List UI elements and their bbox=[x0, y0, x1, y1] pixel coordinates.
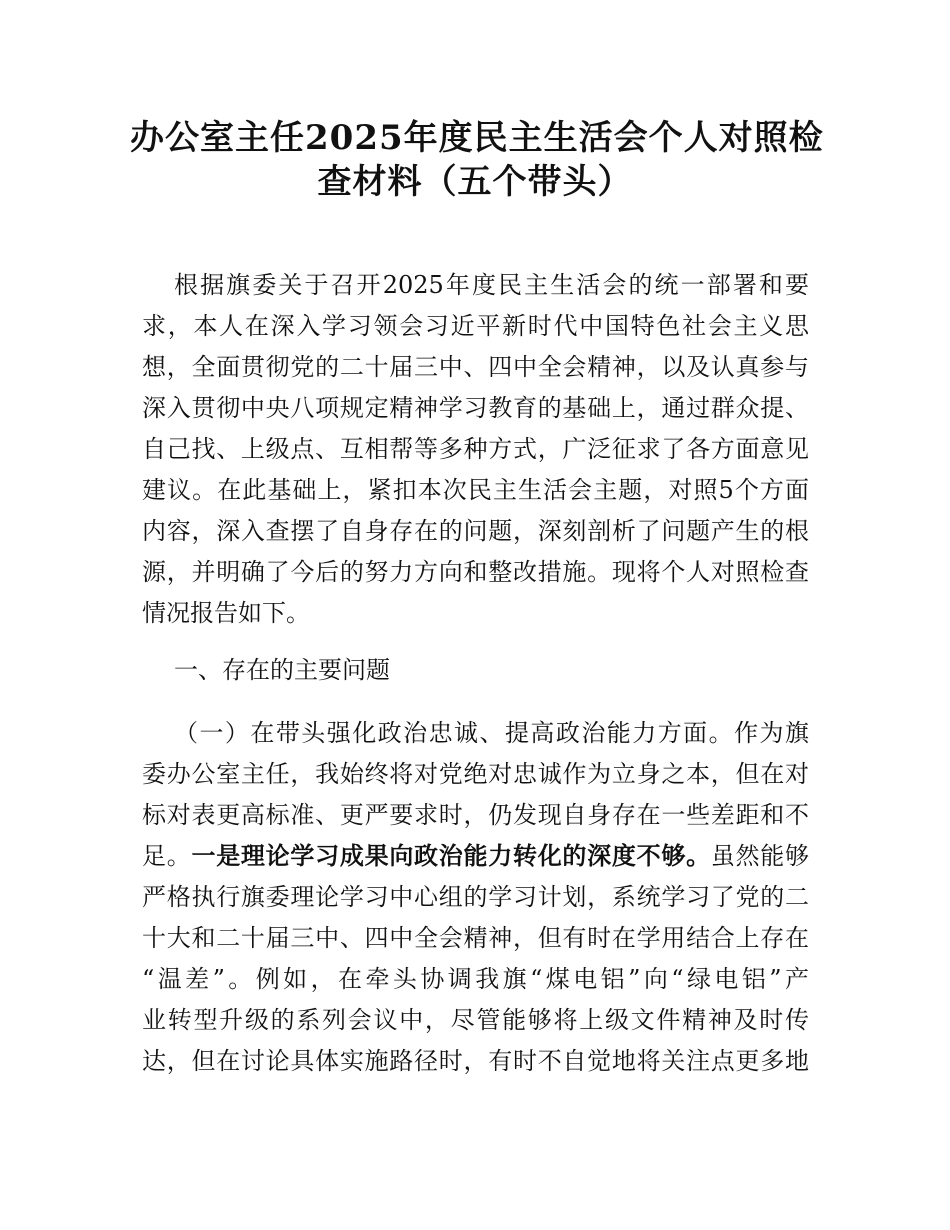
section-heading: 一、存在的主要问题 bbox=[174, 656, 390, 684]
subsection-line: 十大和二十届三中、四中全会精神，但有时在学用结合上存在 bbox=[142, 924, 809, 952]
line-suffix: 虽然能够 bbox=[710, 842, 809, 870]
intro-line: 自己找、上级点、互相帮等多种方式，广泛征求了各方面意见 bbox=[142, 435, 809, 463]
subsection-line-with-bold bbox=[142, 836, 809, 876]
intro-line: 情况报告如下。 bbox=[142, 599, 310, 627]
subsection-line: 业转型升级的系列会议中，尽管能够将上级文件精神及时传 bbox=[142, 1006, 809, 1034]
document-title-line-1: 办公室主任2025年度民主生活会个人对照检 bbox=[130, 118, 824, 158]
intro-line: 建议。在此基础上，紧扣本次民主生活会主题，对照5个方面 bbox=[142, 476, 809, 504]
subsection-line: “温差”。例如，在牵头协调我旗“煤电铝”向“绿电铝”产 bbox=[142, 965, 809, 993]
document-title-line-2: 查材料（五个带头） bbox=[317, 162, 633, 202]
subsection-line: 达，但在讨论具体实施路径时，有时不自觉地将关注点更多地 bbox=[142, 1047, 809, 1075]
intro-line: 求，本人在深入学习领会习近平新时代中国特色社会主义思 bbox=[142, 312, 809, 340]
subsection-line: 严格执行旗委理论学习中心组的学习计划，系统学习了党的二 bbox=[142, 883, 809, 911]
intro-line: 根据旗委关于召开2025年度民主生活会的统一部署和要 bbox=[174, 271, 809, 299]
intro-line: 内容，深入查摆了自身存在的问题，深刻剖析了问题产生的根 bbox=[142, 517, 809, 545]
intro-line: 深入贯彻中央八项规定精神学习教育的基础上，通过群众提、 bbox=[142, 394, 809, 422]
intro-line: 想，全面贯彻党的二十届三中、四中全会精神，以及认真参与 bbox=[142, 353, 809, 381]
line-prefix: 足。 bbox=[142, 842, 192, 870]
subsection-line: 委办公室主任，我始终将对党绝对忠诚作为立身之本，但在对 bbox=[142, 760, 809, 788]
bold-point: 一是理论学习成果向政治能力转化的深度不够。 bbox=[191, 842, 711, 870]
subsection-line: 标对表更高标准、更严要求时，仍发现自身存在一些差距和不 bbox=[142, 801, 809, 829]
subsection-line: （一）在带头强化政治忠诚、提高政治能力方面。作为旗 bbox=[174, 719, 809, 747]
intro-line: 源，并明确了今后的努力方向和整改措施。现将个人对照检查 bbox=[142, 558, 809, 586]
